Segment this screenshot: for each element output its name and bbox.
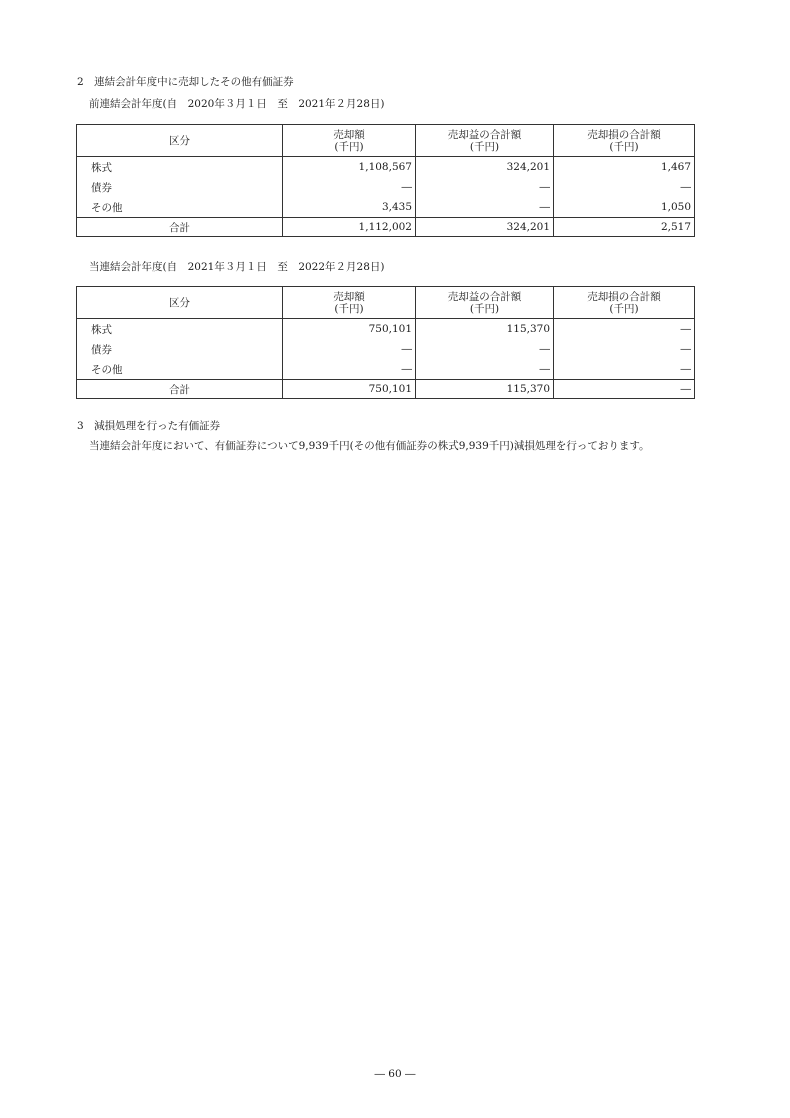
proceeds-cell: 750,101 — [283, 319, 416, 340]
header-proceeds: 売却額 (千円) — [283, 125, 416, 157]
loss-cell: ― — [554, 319, 695, 340]
row-label: 債券 — [77, 339, 283, 359]
table-total-row — [77, 380, 695, 399]
header-gain: 売却益の合計額 (千円) — [416, 287, 554, 319]
loss-cell: ― — [554, 359, 695, 380]
header-unit: (千円) — [469, 302, 500, 315]
total-loss-cell: ― — [554, 380, 695, 399]
loss-cell: ― — [554, 339, 695, 359]
proceeds-cell: 3,435 — [283, 197, 416, 218]
table-row — [77, 157, 695, 178]
table-row — [77, 177, 695, 197]
header-unit: (千円) — [334, 140, 364, 153]
header-unit: (千円) — [469, 140, 500, 153]
prior-period-label: 前連結会計年度(自 2020年３月１日 至 2021年２月28日) — [89, 98, 385, 110]
current-year-sales-table — [76, 286, 695, 399]
gain-cell: ― — [416, 339, 554, 359]
table-row — [77, 359, 695, 380]
gain-cell: ― — [416, 177, 554, 197]
page-number: ― 60 ― — [374, 1068, 416, 1080]
loss-cell: ― — [554, 177, 695, 197]
total-label: 合計 — [77, 380, 283, 399]
header-loss: 売却損の合計額 (千円) — [554, 287, 695, 319]
header-unit: (千円) — [334, 302, 364, 315]
table-row — [77, 339, 695, 359]
total-gain-cell: 324,201 — [416, 218, 554, 237]
total-gain-cell: 115,370 — [416, 380, 554, 399]
header-gain: 売却益の合計額 (千円) — [416, 125, 554, 157]
row-label: その他 — [77, 359, 283, 380]
impairment-paragraph: 当連結会計年度において、有価証券について9,939千円(その他有価証券の株式9,939千円)減損処理を行っております。 — [89, 440, 650, 452]
header-loss: 売却損の合計額 (千円) — [554, 125, 695, 157]
gain-cell: 115,370 — [416, 319, 554, 340]
header-category: 区分 — [77, 287, 283, 319]
prior-year-sales-table — [76, 124, 695, 237]
current-period-label: 当連結会計年度(自 2021年３月１日 至 2022年２月28日) — [89, 261, 385, 273]
header-unit: (千円) — [609, 140, 639, 153]
total-label: 合計 — [77, 218, 283, 237]
table-header-row — [77, 287, 695, 319]
gain-cell: ― — [416, 197, 554, 218]
row-label: 株式 — [77, 157, 283, 178]
header-unit: (千円) — [609, 302, 639, 315]
total-proceeds-cell: 1,112,002 — [283, 218, 416, 237]
header-proceeds: 売却額 (千円) — [283, 287, 416, 319]
section-2-title: 2 連結会計年度中に売却したその他有価証券 — [77, 76, 294, 88]
loss-cell: 1,050 — [554, 197, 695, 218]
header-category: 区分 — [77, 125, 283, 157]
row-label: その他 — [77, 197, 283, 218]
gain-cell: 324,201 — [416, 157, 554, 178]
proceeds-cell: ― — [283, 177, 416, 197]
total-proceeds-cell: 750,101 — [283, 380, 416, 399]
proceeds-cell: 1,108,567 — [283, 157, 416, 178]
table-row — [77, 197, 695, 218]
loss-cell: 1,467 — [554, 157, 695, 178]
table-total-row — [77, 218, 695, 237]
gain-cell: ― — [416, 359, 554, 380]
table-header-row — [77, 125, 695, 157]
total-loss-cell: 2,517 — [554, 218, 695, 237]
section-3-title: 3 減損処理を行った有価証券 — [77, 420, 221, 432]
row-label: 債券 — [77, 177, 283, 197]
proceeds-cell: ― — [283, 339, 416, 359]
proceeds-cell: ― — [283, 359, 416, 380]
row-label: 株式 — [77, 319, 283, 340]
table-row — [77, 319, 695, 340]
